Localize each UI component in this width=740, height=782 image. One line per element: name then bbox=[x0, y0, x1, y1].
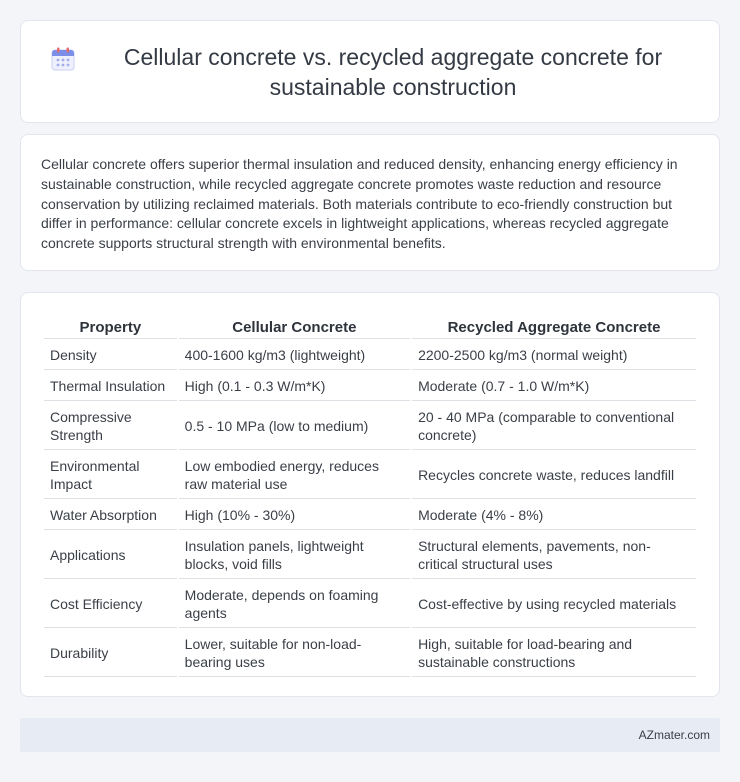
property-cell: Water Absorption bbox=[44, 501, 177, 530]
comparison-table-card bbox=[20, 292, 720, 697]
cellular-cell: High (10% - 30%) bbox=[179, 501, 410, 530]
intro-paragraph: Cellular concrete offers superior thermal insulation and reduced density, enhancing energy efficiency in sustainable construction, while recycled aggregate concrete promotes waste reduction and resource conservation by utilizing reclaimed materials. Both materials contribute to eco-friendly construction but differ in performance: cellular concrete excels in lightweight applications, whereas recycled aggregate concrete supports structural strength with environmental benefits. bbox=[41, 156, 678, 252]
table-row bbox=[44, 403, 696, 450]
cellular-cell: Low embodied energy, reduces raw material use bbox=[179, 452, 410, 499]
cellular-cell: Moderate, depends on foaming agents bbox=[179, 581, 410, 628]
cellular-cell: Insulation panels, lightweight blocks, void fills bbox=[179, 532, 410, 579]
footer-bar bbox=[20, 718, 720, 752]
comparison-table bbox=[42, 313, 698, 679]
cellular-cell: High (0.1 - 0.3 W/m*K) bbox=[179, 372, 410, 401]
recycled-cell: Structural elements, pavements, non-critical structural uses bbox=[412, 532, 696, 579]
cellular-cell: 400-1600 kg/m3 (lightweight) bbox=[179, 341, 410, 370]
property-cell: Compressive Strength bbox=[44, 403, 177, 450]
page-title: Cellular concrete vs. recycled aggregate concrete for sustainable construction bbox=[123, 43, 663, 100]
table-row bbox=[44, 581, 696, 628]
property-cell: Environmental Impact bbox=[44, 452, 177, 499]
property-cell: Applications bbox=[44, 532, 177, 579]
cellular-cell: Lower, suitable for non-load-bearing uses bbox=[179, 630, 410, 677]
header-property: Property bbox=[44, 315, 177, 339]
recycled-cell: Recycles concrete waste, reduces landfill bbox=[412, 452, 696, 499]
table-row bbox=[44, 630, 696, 677]
cellular-cell: 0.5 - 10 MPa (low to medium) bbox=[179, 403, 410, 450]
table-row bbox=[44, 341, 696, 370]
table-row bbox=[44, 532, 696, 579]
table-row bbox=[44, 372, 696, 401]
calendar-icon bbox=[50, 46, 76, 72]
recycled-cell: High, suitable for load-bearing and sustainable constructions bbox=[412, 630, 696, 677]
recycled-cell: 20 - 40 MPa (comparable to conventional concrete) bbox=[412, 403, 696, 450]
recycled-cell: Moderate (0.7 - 1.0 W/m*K) bbox=[412, 372, 696, 401]
property-cell: Thermal Insulation bbox=[44, 372, 177, 401]
intro-card bbox=[20, 134, 720, 271]
recycled-cell: Cost-effective by using recycled materials bbox=[412, 581, 696, 628]
property-cell: Density bbox=[44, 341, 177, 370]
property-cell: Durability bbox=[44, 630, 177, 677]
title-wrap bbox=[50, 42, 690, 102]
table-row bbox=[44, 501, 696, 530]
footer-brand: AZmater.com bbox=[638, 728, 710, 742]
table-row bbox=[44, 452, 696, 499]
recycled-cell: 2200-2500 kg/m3 (normal weight) bbox=[412, 341, 696, 370]
table-header-row bbox=[44, 315, 696, 339]
header-cellular-concrete: Cellular Concrete bbox=[179, 315, 410, 339]
property-cell: Cost Efficiency bbox=[44, 581, 177, 628]
header-recycled-aggregate-concrete: Recycled Aggregate Concrete bbox=[412, 315, 696, 339]
title-card bbox=[20, 20, 720, 123]
recycled-cell: Moderate (4% - 8%) bbox=[412, 501, 696, 530]
